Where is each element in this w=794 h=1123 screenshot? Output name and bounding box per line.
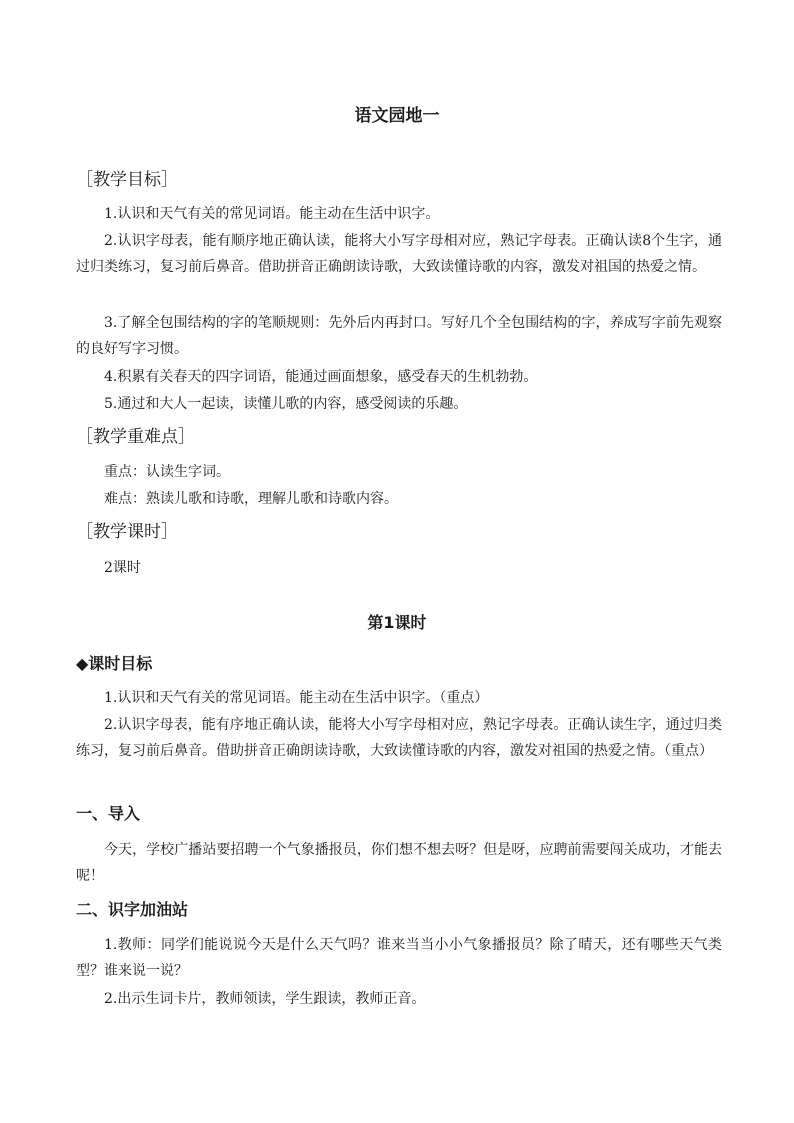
station-item-2: 2.出示生词卡片，教师领读，学生跟读，教师正音。 — [104, 991, 426, 1007]
goal-item-2: 2.认识字母表，能有顺序地正确认读，能将大小写字母相对应，熟记字母表。正确认读8个生字，通过归类练习，复习前后鼻音。借助拼音正确朗读诗歌，大致读懂诗歌的内容，激发对祖国的热爱之情。 — [76, 233, 722, 275]
intro-text: 今天，学校广播站要招聘一个气象播报员，你们想不想去呀？但是呀，应聘前需要闯关成功，才能去呢！ — [76, 842, 722, 884]
lesson-objective-1: 1.认识和天气有关的常见词语。能主动在生活中识字。（重点） — [104, 690, 489, 706]
goal-item-5: 5.通过和大人一起读，读懂儿歌的内容，感受阅读的乐趣。 — [104, 396, 468, 412]
key-point-focus: 重点：认读生字词。 — [104, 464, 230, 480]
goal-item-3: 3.了解全包围结构的字的笔顺规则：先外后内再封口。写好几个全包围结构的字，养成写字前先观察的良好写字习惯。 — [76, 315, 722, 357]
lesson-title: 第1课时 — [367, 613, 427, 632]
hours-value: 2课时 — [104, 560, 141, 576]
key-points-heading: ［教学重难点］ — [76, 427, 195, 447]
lesson-objective-2: 2.认识字母表，能有序地正确认读，能将大小写字母相对应，熟记字母表。正确认读生字，通过归类练习，复习前后鼻音。借助拼音正确朗读诗歌，大致读懂诗歌的内容，激发对祖国的热爱之情。（重点） — [76, 717, 722, 759]
goal-item-4: 4.积累有关春天的四字词语，能通过画面想象，感受春天的生机勃勃。 — [104, 369, 538, 385]
station-item-1: 1.教师：同学们能说说今天是什么天气吗？谁来当当小小气象播报员？除了晴天，还有哪些天气类型？谁来说一说？ — [76, 937, 722, 979]
document-title: 语文园地一 — [354, 106, 440, 126]
intro-heading: 一、导入 — [76, 804, 141, 823]
goals-heading: ［教学目标］ — [76, 170, 178, 190]
station-heading: 二、识字加油站 — [76, 900, 189, 919]
goal-item-1: 1.认识和天气有关的常见词语。能主动在生活中识字。 — [104, 206, 440, 222]
key-point-difficulty: 难点：熟读儿歌和诗歌，理解儿歌和诗歌内容。 — [104, 491, 398, 507]
hours-heading: ［教学课时］ — [76, 522, 178, 542]
lesson-objectives-heading: ◆课时目标 — [76, 654, 153, 673]
